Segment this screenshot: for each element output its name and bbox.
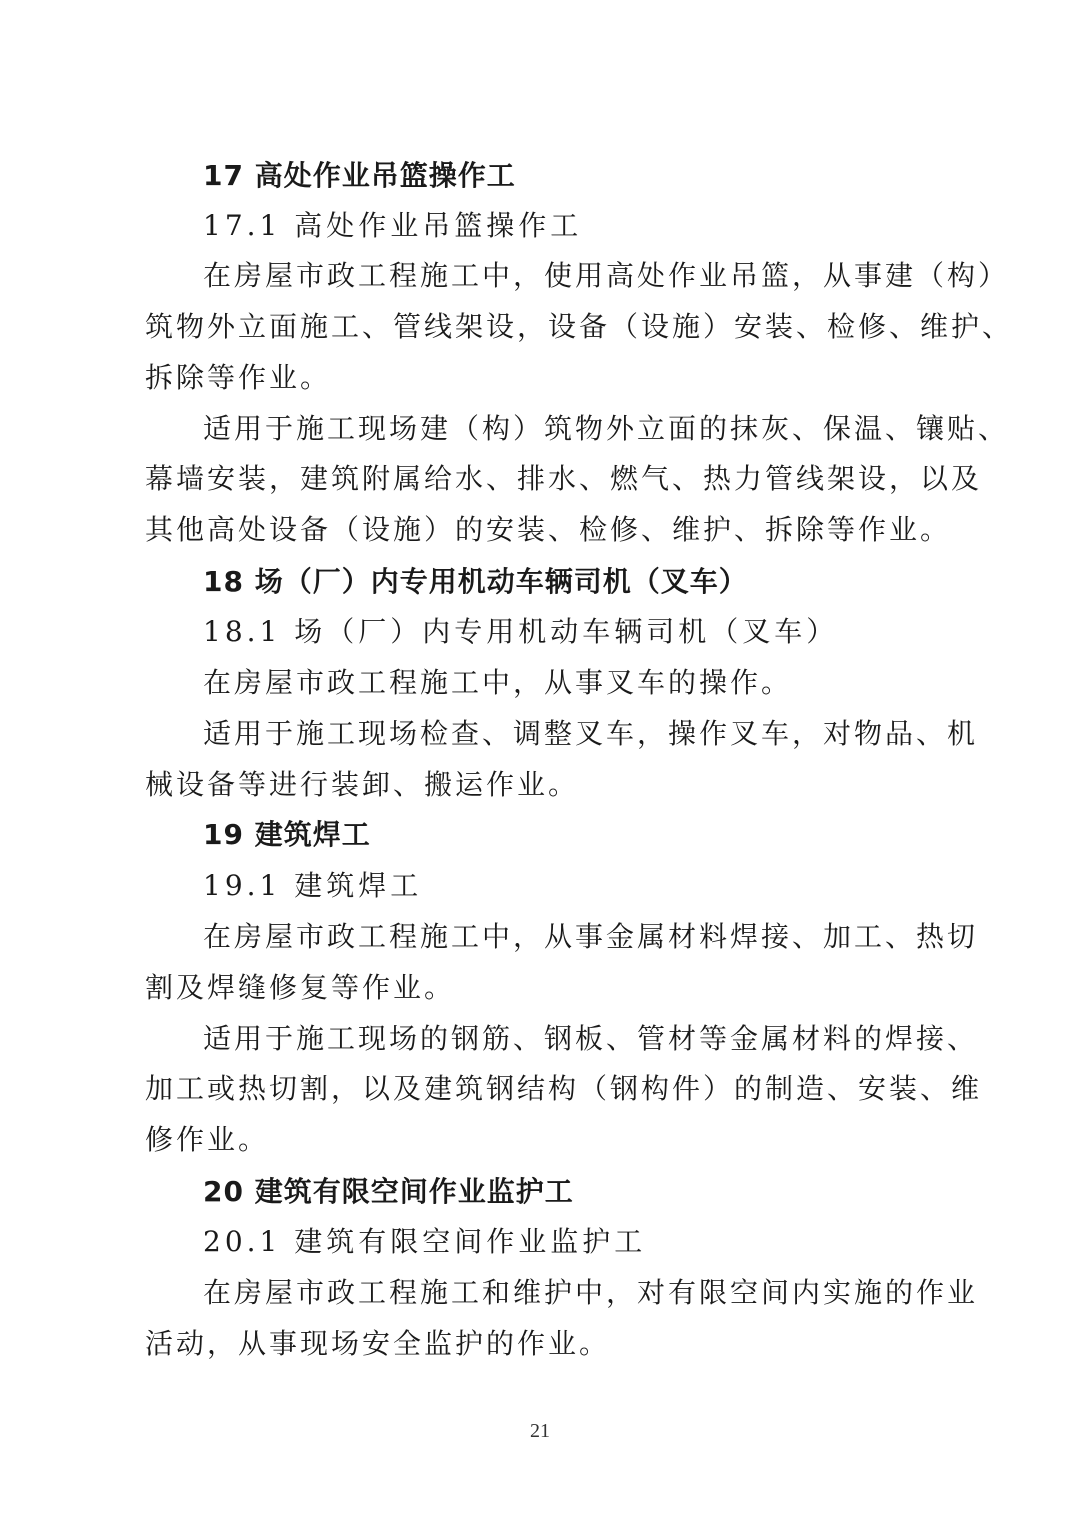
paragraph-line: 拆除等作业。 bbox=[145, 361, 332, 394]
section-19-heading: 19 建筑焊工 bbox=[203, 818, 371, 851]
paragraph-line: 修作业。 bbox=[145, 1123, 270, 1156]
paragraph-line: 幕墙安装，建筑附属给水、排水、燃气、热力管线架设，以及 bbox=[145, 462, 983, 495]
paragraph-line: 适用于施工现场建（构）筑物外立面的抹灰、保温、镶贴、 bbox=[203, 412, 1010, 445]
paragraph-line: 加工或热切割，以及建筑钢结构（钢构件）的制造、安装、维 bbox=[145, 1072, 983, 1105]
paragraph-line: 活动，从事现场安全监护的作业。 bbox=[145, 1327, 611, 1360]
paragraph-line: 在房屋市政工程施工和维护中，对有限空间内实施的作业 bbox=[203, 1276, 979, 1309]
section-19-1-subheading: 19.1 建筑焊工 bbox=[203, 869, 423, 902]
paragraph-line: 筑物外立面施工、管线架设，设备（设施）安装、检修、维护、 bbox=[145, 310, 1014, 343]
section-17-1-subheading: 17.1 高处作业吊篮操作工 bbox=[203, 209, 583, 242]
paragraph-line: 在房屋市政工程施工中，从事叉车的操作。 bbox=[203, 666, 793, 699]
paragraph-line: 在房屋市政工程施工中，使用高处作业吊篮，从事建（构） bbox=[203, 259, 1010, 292]
paragraph-line: 适用于施工现场的钢筋、钢板、管材等金属材料的焊接、 bbox=[203, 1022, 979, 1055]
paragraph-line: 割及焊缝修复等作业。 bbox=[145, 971, 456, 1004]
paragraph-line: 适用于施工现场检查、调整叉车，操作叉车，对物品、机 bbox=[203, 717, 979, 750]
page-number: 21 bbox=[530, 1420, 550, 1442]
section-17-heading: 17 高处作业吊篮操作工 bbox=[203, 159, 516, 192]
paragraph-line: 其他高处设备（设施）的安装、检修、维护、拆除等作业。 bbox=[145, 513, 952, 546]
section-18-heading: 18 场（厂）内专用机动车辆司机（叉车） bbox=[203, 565, 748, 598]
paragraph-line: 在房屋市政工程施工中，从事金属材料焊接、加工、热切 bbox=[203, 920, 979, 953]
section-20-heading: 20 建筑有限空间作业监护工 bbox=[203, 1175, 574, 1208]
section-18-1-subheading: 18.1 场（厂）内专用机动车辆司机（叉车） bbox=[203, 615, 839, 648]
paragraph-line: 械设备等进行装卸、搬运作业。 bbox=[145, 768, 580, 801]
section-20-1-subheading: 20.1 建筑有限空间作业监护工 bbox=[203, 1225, 647, 1258]
